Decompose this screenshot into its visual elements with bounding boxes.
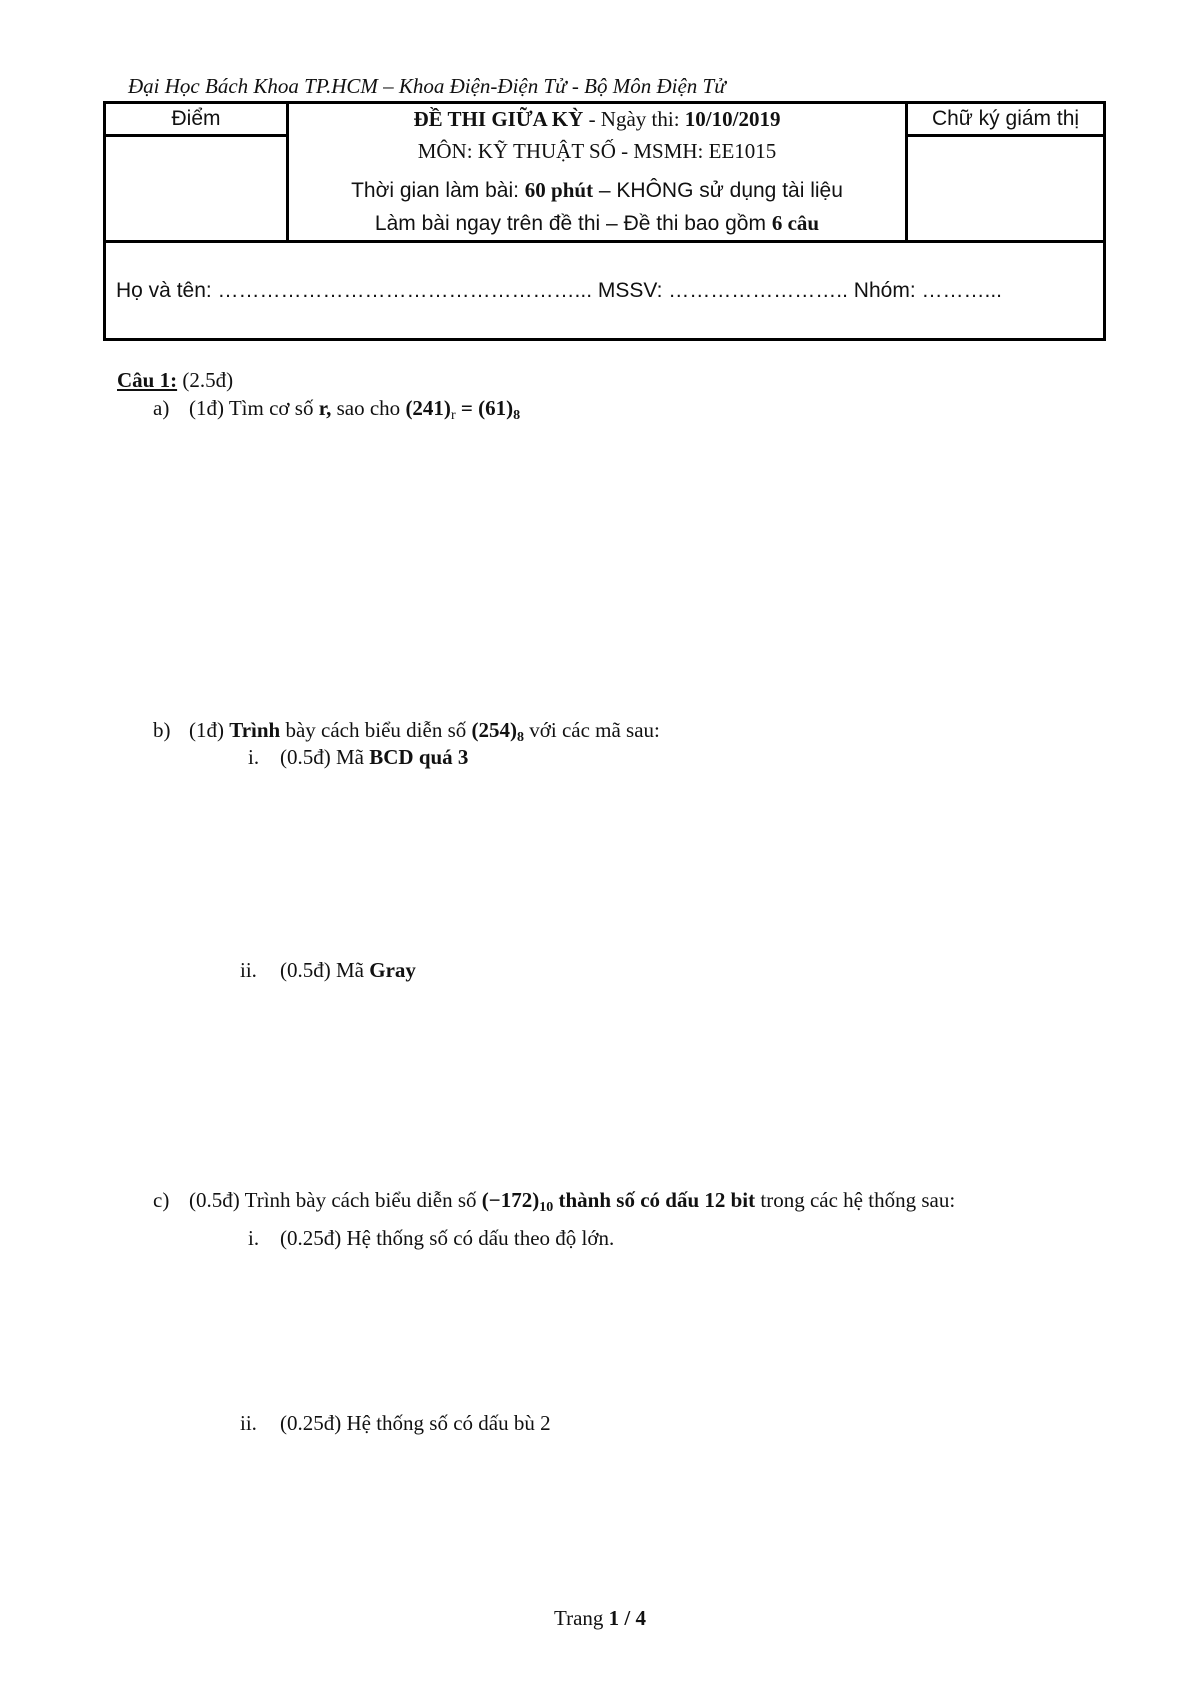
part-c-marker: c): [153, 1188, 170, 1212]
exam-time-value: 60 phút: [524, 178, 594, 202]
page-current: 1: [608, 1606, 620, 1630]
exam-time-prefix: Thời gian làm bài:: [351, 179, 525, 202]
part-b-i-marker: i.: [248, 745, 260, 769]
part-a-marker: a): [153, 396, 170, 420]
exam-date: 10/10/2019: [684, 107, 781, 131]
exam-instructions: [289, 207, 905, 240]
score-label: Điểm: [106, 104, 286, 137]
part-a-sub2: 8: [513, 408, 521, 423]
signature-label: Chữ ký giám thị: [908, 104, 1103, 137]
part-b-i-text-1: (0.5đ) Mã: [280, 745, 370, 769]
part-b-ii-bold: Gray: [369, 958, 416, 982]
student-info-row: [105, 242, 1105, 340]
part-b-text-1: (1đ): [189, 718, 230, 742]
student-info-text: Họ và tên: ……………………………………………... MSSV: …………………….. Nhóm: ………...: [116, 278, 1002, 302]
part-c-i-marker: i.: [248, 1226, 260, 1250]
part-b-bold-1: Trình: [229, 718, 281, 742]
part-c-i-text: (0.25đ) Hệ thống số có dấu theo độ lớn.: [280, 1226, 615, 1250]
part-a-sub1: r: [450, 408, 456, 423]
part-c-num: (−172): [481, 1188, 540, 1212]
part-c-bold: thành số có dấu 12 bit: [553, 1188, 756, 1212]
part-a-num2: (61): [478, 396, 514, 420]
page-total: 4: [635, 1606, 646, 1630]
page-prefix: Trang: [554, 1606, 609, 1630]
page-footer: [0, 1606, 1200, 1631]
part-a-text-1: (1đ) Tìm cơ số: [189, 396, 319, 420]
exam-date-label: - Ngày thi:: [583, 107, 685, 131]
part-c-ii-text: (0.25đ) Hệ thống số có dấu bù 2: [280, 1411, 551, 1435]
exam-instr-prefix: Làm bài ngay trên đề thi – Đề thi bao gồm: [374, 212, 772, 235]
part-b-text-3: với các mã sau:: [524, 718, 660, 742]
part-b-text: [189, 718, 660, 743]
part-a-num1: (241): [405, 396, 451, 420]
part-b-i-text: [280, 745, 468, 770]
exam-info-cell: [288, 103, 907, 242]
part-a-r: r,: [318, 396, 332, 420]
part-b-i-bold: BCD quá 3: [369, 745, 469, 769]
part-b-ii-marker: ii.: [240, 958, 257, 982]
exam-title-prefix: ĐỀ THI GIỮA KỲ: [413, 107, 584, 131]
exam-subject: MÔN: KỸ THUẬT SỐ - MSMH: EE1015: [417, 139, 777, 163]
exam-time-suffix: – KHÔNG sử dụng tài liệu: [593, 179, 843, 202]
part-b-sub: 8: [517, 730, 524, 745]
part-b-ii-text: [280, 958, 416, 983]
exam-question-count: 6 câu: [771, 211, 820, 235]
part-b-text-2: bày cách biểu diễn số: [280, 718, 472, 742]
page-sep: /: [619, 1606, 636, 1630]
part-c-text-1: (0.5đ) Trình bày cách biểu diễn số: [189, 1188, 482, 1212]
institution-header: Đại Học Bách Khoa TP.HCM – Khoa Điện-Điện Tử - Bộ Môn Điện Tử: [128, 74, 726, 98]
part-c-ii-marker: ii.: [240, 1411, 257, 1435]
part-c-text: [189, 1188, 955, 1213]
score-cell: [105, 103, 288, 242]
exam-header-table: [103, 101, 1106, 341]
part-b-num: (254): [471, 718, 517, 742]
part-b-ii-text-1: (0.5đ) Mã: [280, 958, 370, 982]
part-a-eq: =: [455, 396, 479, 420]
part-c-sub: 10: [539, 1200, 554, 1215]
question-1-title: [117, 368, 233, 393]
exam-time: [289, 174, 905, 207]
part-c-text-2: trong các hệ thống sau:: [755, 1188, 956, 1212]
question-1-label: Câu 1:: [117, 368, 178, 392]
part-b-marker: b): [153, 718, 171, 742]
part-a-text: [189, 396, 520, 421]
question-1-points: (2.5đ): [177, 368, 234, 392]
part-a-text-2: sao cho: [331, 396, 406, 420]
signature-cell: [907, 103, 1105, 242]
exam-title: [289, 104, 905, 134]
